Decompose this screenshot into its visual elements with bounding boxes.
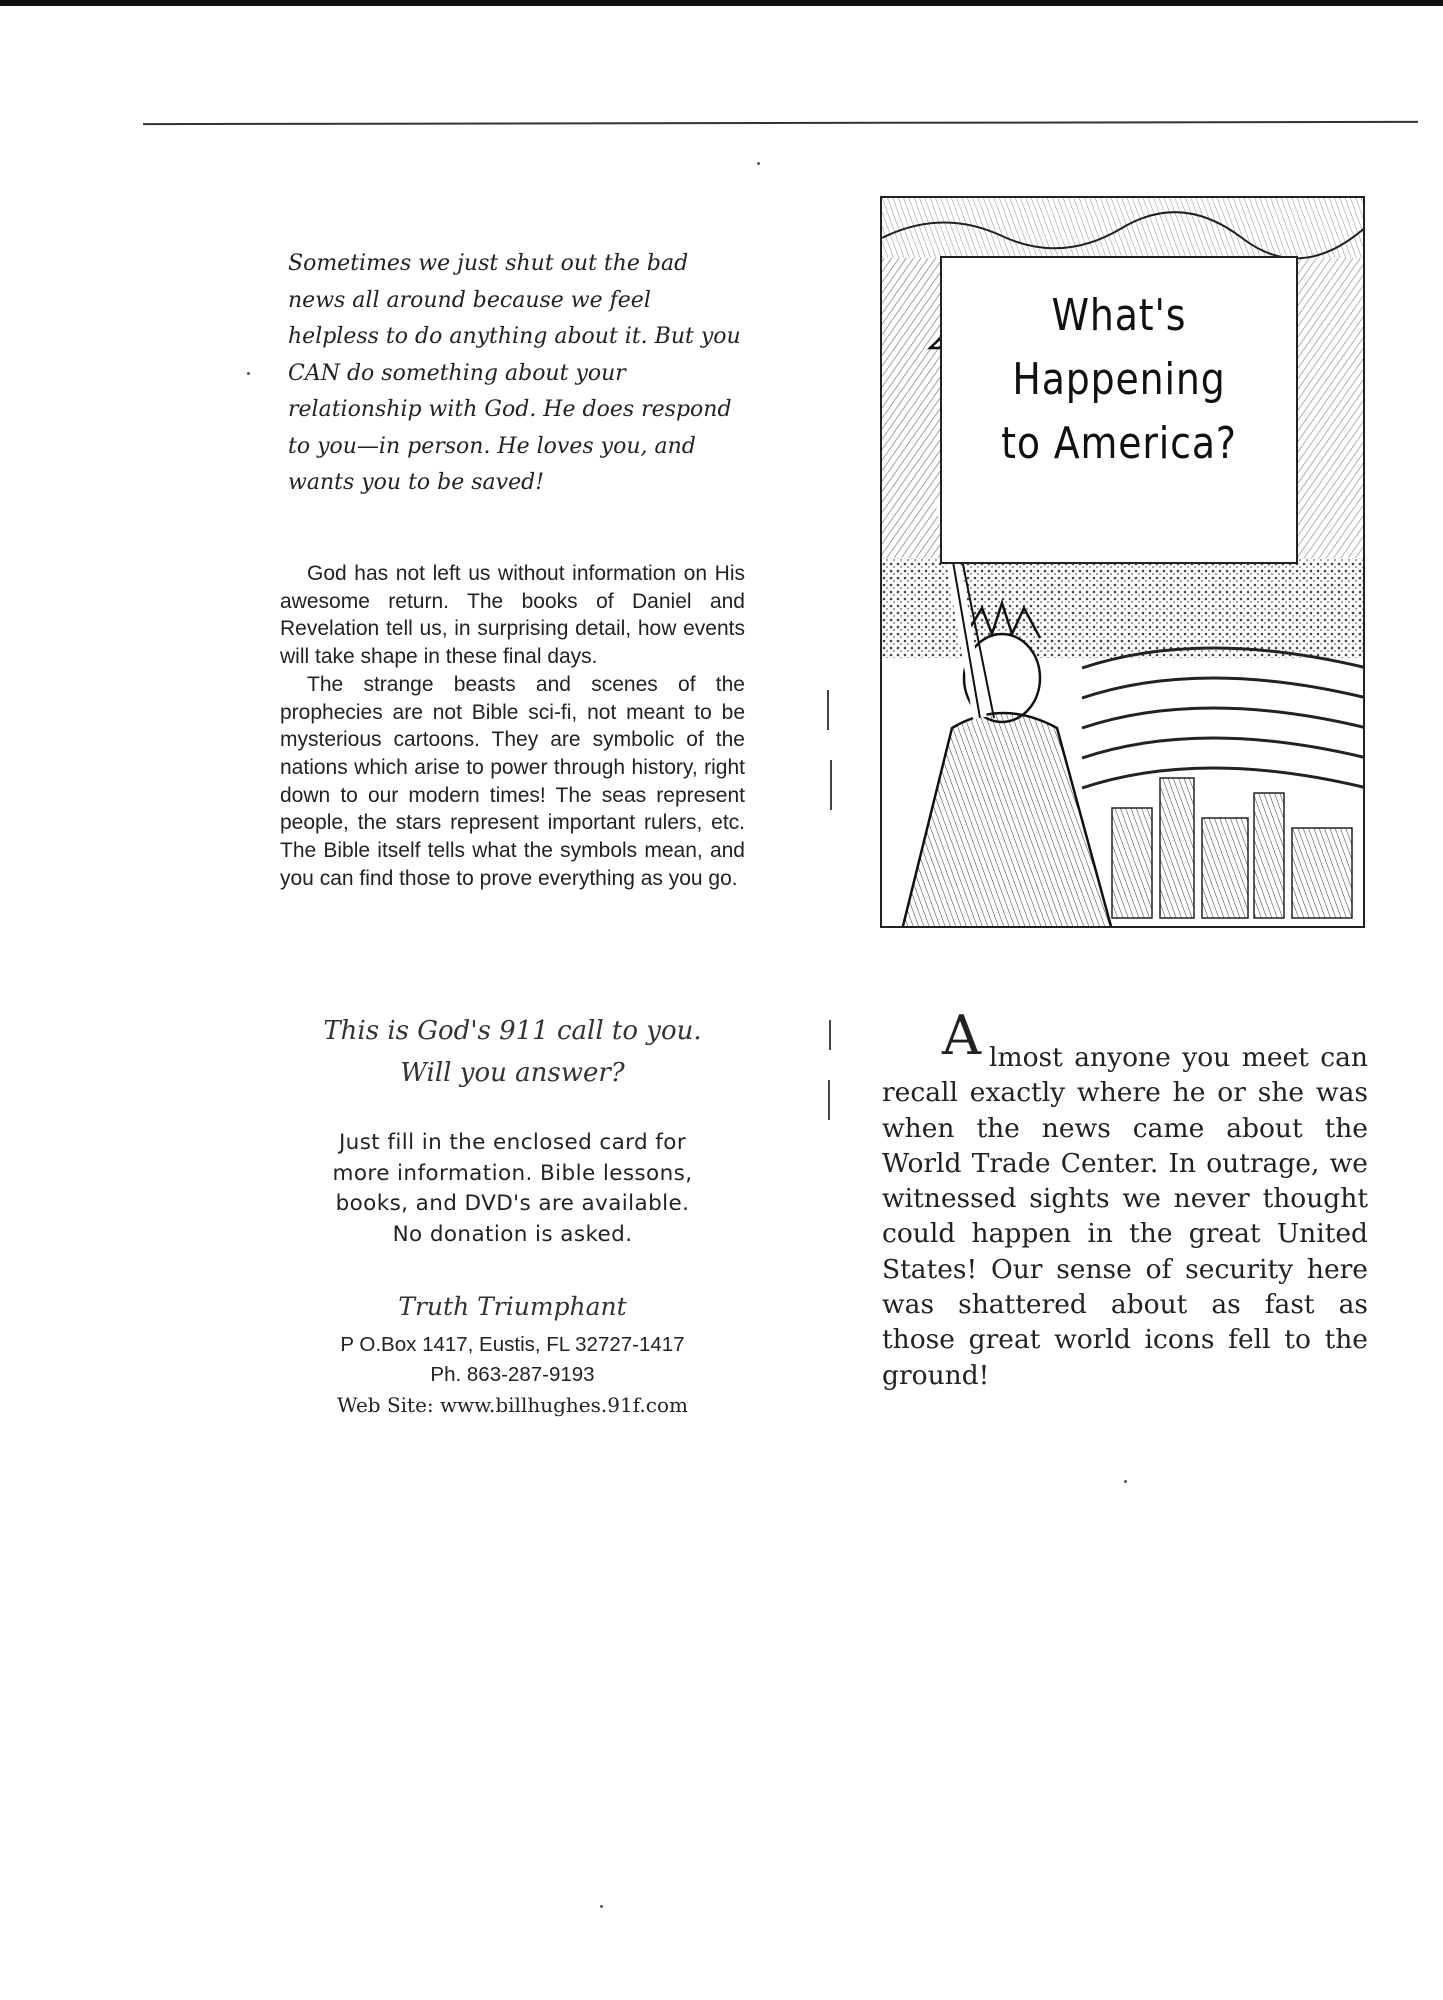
phone: Ph. 863-287-9193 — [430, 1363, 595, 1386]
org-name: Truth Triumphant — [398, 1292, 627, 1321]
scan-speck — [1124, 1480, 1127, 1483]
margin-mark — [828, 1080, 830, 1120]
intro-paragraph — [288, 246, 748, 502]
intro-text: Sometimes we just shut out the bad news all around because we feel helpless to do anything about it. But you CAN do something about your relationship with God. He does respond to you—in person. He loves you, and wants you to be saved! — [288, 251, 741, 495]
cover-title-line-1: What's — [1051, 290, 1187, 341]
fillin-instructions — [280, 1128, 745, 1250]
fillin-line-1: Just fill in the enclosed card for — [338, 1130, 687, 1155]
callout — [280, 1010, 745, 1094]
scan-speck — [757, 162, 760, 165]
callout-line-1: This is God's 911 call to you. — [323, 1016, 702, 1046]
margin-mark — [830, 760, 832, 810]
cover-sign — [940, 256, 1298, 564]
cover-illustration — [880, 196, 1365, 928]
scan-speck — [247, 372, 250, 375]
cover-title — [967, 284, 1271, 476]
body-text — [280, 560, 745, 892]
story-paragraph — [882, 1004, 1368, 1393]
top-rule — [143, 121, 1418, 125]
story-text: lmost anyone you meet can recall exactly where he or she was when the news came about the World Trade Center. In outrage, we witnessed sights we never thought could happen in the great United States! Our sense of security here was shattered about as fast as those great world icons fell to the ground! — [882, 1042, 1368, 1391]
margin-mark — [827, 690, 829, 730]
cover-title-line-2: Happening — [1012, 354, 1226, 405]
address: P O.Box 1417, Eustis, FL 32727-1417 — [340, 1333, 685, 1356]
body-paragraph-2: The strange beasts and scenes of the prophecies are not Bible sci-fi, not meant to be mysterious cartoons. They are symbolic of the nations which arise to power through history, right down to our modern times! The seas represent people, the stars represent important rulers, etc. The Bible itself tells what the symbols mean, and you can find those to prove everything as you go. — [280, 672, 745, 890]
website: Web Site: www.billhughes.91f.com — [337, 1393, 688, 1417]
scan-speck — [600, 1905, 603, 1908]
scan-top-border — [0, 0, 1443, 6]
callout-line-2: Will you answer? — [400, 1058, 625, 1088]
drop-cap: A — [942, 1004, 981, 1067]
cover-title-line-3: to America? — [1001, 418, 1237, 469]
contact-block — [280, 1330, 745, 1420]
fillin-line-2: more information. Bible lessons, — [332, 1160, 693, 1186]
body-paragraph-1: God has not left us without information on His awesome return. The books of Daniel and Revelation tell us, in surprising detail, how events will take shape in these final days. — [280, 562, 745, 669]
fillin-line-4: No donation is asked. — [392, 1221, 633, 1247]
margin-mark — [829, 1020, 831, 1050]
fillin-line-3: books, and DVD's are available. — [335, 1191, 690, 1216]
